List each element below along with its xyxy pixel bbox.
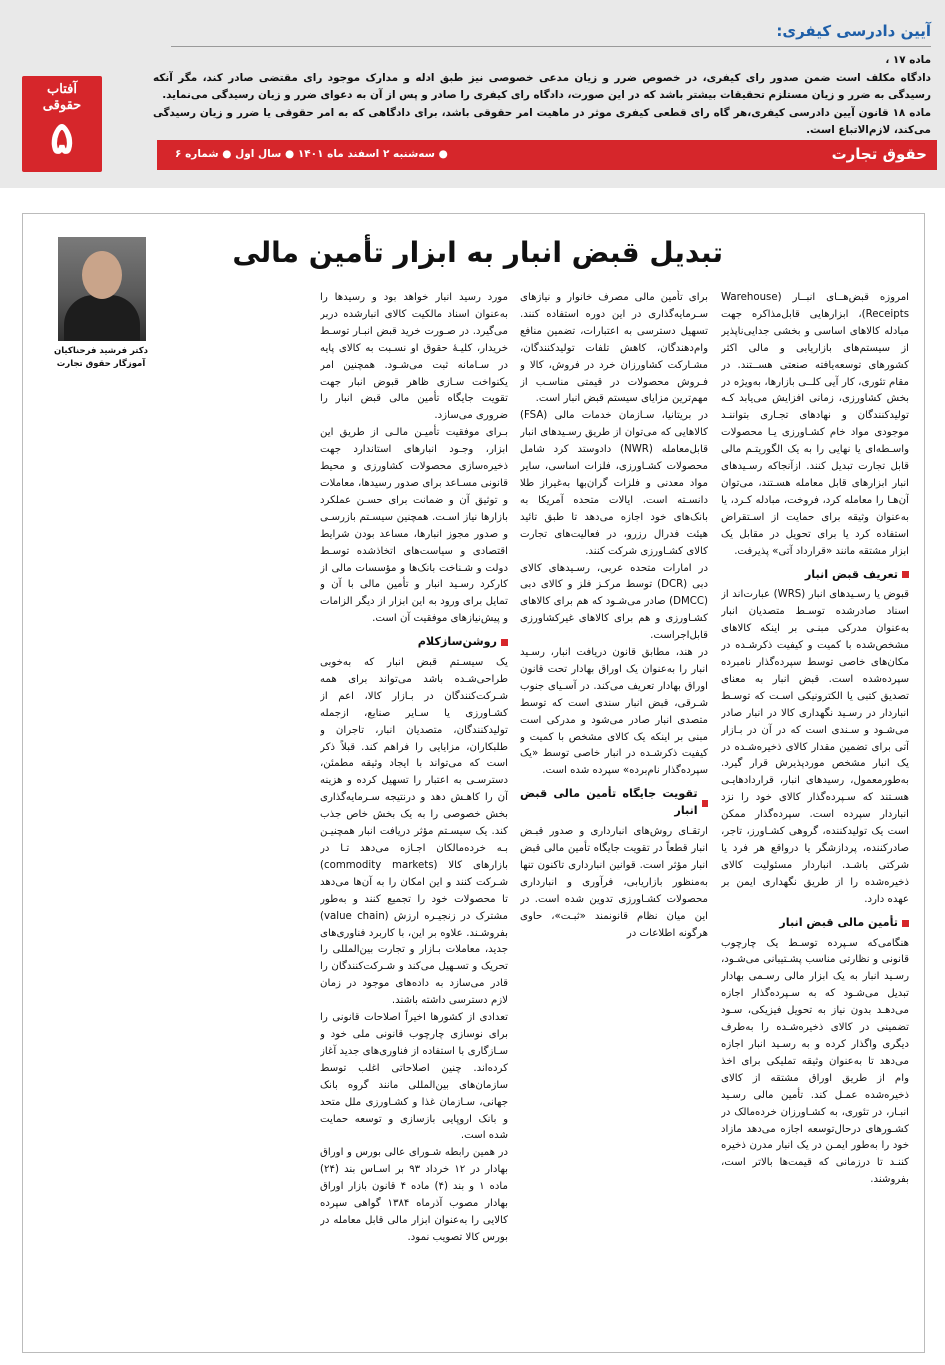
law-title: آیین دادرسی کیفری:: [776, 22, 931, 40]
subheading-text: روشن‌سازکلام: [417, 635, 497, 649]
author-caption: دکتر فرشید فرحناکیان آموزگار حقوق تجارت: [53, 346, 149, 369]
photo-head: [82, 251, 122, 299]
subheading: [721, 915, 909, 932]
article-column-1: [721, 290, 909, 1345]
subheading-text: تعریف قبض انبار: [804, 567, 898, 581]
divider: [171, 46, 931, 47]
newspaper-logo: [22, 76, 102, 172]
paragraph: قبوض یا رسـیدهای انبار (WRS) عبارت‌اند از اسناد صادرشده توسـط متصدیان انبار به‌عنوان مدرکی مبنـی بر اینکه کالاهای مشخص‌شده با کمیت و کیفیت ذکرشـده در مکان‌های خاصی توسط سپرده‌گذار نامبرده سپرده‌شده است. قبض انبار به معنای تصدیق کتبی یا الکترونیکی اسـت که توسـط انباردار در رسـید نگهداری کالا در انبار صادر می‌شـود و سـندی است که در آن در بـازار آتی برای تضمین مقدار کالای ذخیره‌شـده در یک انبار مشخص موردپذیرش قرار گیرد. به‌طورمعمول، رسیدهای انبار، قراردادهایـی هسـتند که سـپرده‌گذار کالای خود را نزد انباردار سپرده است. سپرده‌گذار ممکن است یک تولیدکننده، گروهی کشـاورز، تاجر، صادرکننده، پردازشگر یا درواقع هر فرد یا شرکتی باشـد. انباردار مسئولیت کالای ذخیره‌شده را از طریق نگهداری ایمن بر عهده دارد.: [721, 589, 909, 905]
article-column-2: [520, 290, 708, 1345]
subheading-text: تقویت جایگاه تأمین مالی قبض انبار: [520, 787, 698, 818]
photo-body: [64, 295, 140, 341]
author-photo: [58, 237, 146, 341]
bullet-marker: [902, 920, 909, 927]
paragraph: برای تأمین مالی مصرف خانوار و نیازهای سـرمایه‌گذاری در این دوره استفاده کنند. تسهیل دسترسی به اعتبارات، تضمین منافع وام‌دهندگان، کاهش تلفات تولیدکنندگان، مشـارکت کشاورزان خرد در فروش، کالا و فـروش محصولات در قیمتی مناسـب از مهم‌ترین مزایای سیستم قبض انبار است.: [520, 292, 708, 405]
issue-info: ● سه‌شنبه ۲ اسفند ماه ۱۴۰۱ ● سال اول ● شماره ۶: [175, 148, 448, 160]
section-bar: [157, 140, 937, 170]
law-paragraph: ماده ۱۸ قانون آیین دادرسی کیفری،هر گاه رای قطعی کیفری موثر در ماهیت امر حقوقی باشد، برای دادگاهی که به امر حقوقی یا ضرر و زیان رسیدگی می‌کند، لازم‌الاتباع است.: [153, 106, 931, 136]
bullet-marker: [501, 639, 508, 646]
subheading: [320, 634, 508, 651]
bullet-marker: [902, 571, 909, 578]
logo-text: آفتاب حقوقی: [42, 82, 82, 113]
paragraph: مورد رسید انبار خواهد بود و رسیدها را به‌عنوان اسناد مالکیت کالای انبارشده دربر می‌گیرد. در صـورت خرید قبض انبـار توسـط خریدار، کلیـۀ حقوق او نسـبت به کالای پایه در سـامانه ثبت می‌شـود. همچنین امر یکنواخت سـازی ظاهر قبوض انبار جهت تقویت جایگاه تأمین مالی قبض انبار را ضروری می‌سازد.: [320, 292, 508, 422]
paragraph: بـرای موفقیت تأمیـن مالـی از طریق این ابزار، وجـود انبارهای استاندارد جهت ذخیره‌سازی محصولات کشاورزی و محیط قانونی مسـاعد برای صدور رسیدها، معاملات و توثیق آن و ضمانت برای حسـن عملکرد بازارها نیاز اسـت. همچنین سیسـتم بازرسـی و صدور مجوز انبارها، مساعد بودن شرایط اقتصادی و سیاست‌های اتخاذشده توسـط دولت و شـناخت بانک‌ها و مؤسسات مالی از کارکرد رسـید انبار و تأمین مالی با آن و تمایل برای ورود به این ابزار از دیگر الزامات و پیش‌نیازهای موفقیت آن است.: [320, 427, 508, 625]
paragraph: ارتقـای روش‌های انبارداری و صدور قبـض انبار قطعاً در تقویت جایگاه تأمین مالی قبض انبار مؤثر است. قوانین انبارداری تاکنون تنها به‌منظور بازاریابی، فرآوری و انبارداری محصولات کشـاورزی تدوین شده است. در این میان نظام قانونمند «ثبـت»، حاوی هرگونه اطلاعات در: [520, 826, 708, 939]
paragraph: تعدادی از کشورها اخیراً اصلاحات قانونی را برای نوسازی چارچوب قانونی ملی خود و سـازگاری با استفاده از فناوری‌های جدید آغاز کرده‌اند. چنین اصلاحاتی اغلب توسط سازمان‌های بین‌المللی مانند گروه بانک جهانی، سـازمان غذا و کشـاورزی ملل متحد و بانک اروپایی بازسازی و توسعه حمایت شده است.: [320, 1012, 508, 1142]
paragraph: در امارات متحده عربی، رسـیدهای کالای دبی (DCR) توسط مرکـز فلز و کالای دبی (DMCC) صادر می‌شـود که هم برای کالاهای کشـاورزی و هم برای کالاهای غیرکشاورزی قابل‌اجراست.: [520, 562, 708, 642]
article-headline: تبدیل قبض انبار به ابزار تأمین مالی: [232, 236, 723, 269]
paragraph: در هند، مطابق قانون دریافت انبار، رسـید انبار را به‌عنوان یک اوراق بهادار تحت قانون اوراق بهادار تعریف می‌کند. در آسـیای جنوب شـرقی، قبض انبار سندی است که توسط متصدی انبار صادر می‌شود و مدرکی است مبنی بر اینکه یک کالای مشخص با کمیت و کیفیت ذکرشـده در انبار خاصی توسط «یک سپرده‌گذار نام‌برده» سپرده شده است.: [520, 647, 708, 777]
paragraph: در همین رابطه شـورای عالی بورس و اوراق بهادار در ۱۲ خرداد ۹۳ بر اسـاس بند (۲۴) ماده ۱ و بند (۴) ماده ۴ قانون بازار اوراق بهادار مصوب آذرماه ۱۳۸۴ گواهی سپرده کالایی را به‌عنوان ابزار مالی قابل معامله در بورس کالا تصویب نمود.: [320, 1147, 508, 1243]
section-name: حقوق تجارت: [831, 145, 927, 163]
subheading-text: تأمین مالی قبض انبار: [779, 915, 898, 929]
page-number: ۵: [50, 113, 74, 164]
bullet-marker: [702, 800, 708, 807]
paragraph: یک سیسـتم قبض انبار که به‌خوبی طراحی‌شـده باشد می‌تواند برای همه شـرکت‌کنندگان در بـازار کالا، اعم از کشـاورزی یا سـایر صنایع، ازجمله تولیدکنندگان، متصدیان انبار، تاجران و طلبکاران، مزایایی را فراهم کند. قبلاً ذکر است که می‌تواند با ایجاد وثیقه مطمئن، دسترسـی به اعتبار را تسهیل کرده و هزینه آن را کاهـش دهد و درنتیجه سـرمایه‌گذاری بخش خصوصی را به یک بخش خاص جذب کند. یک سیسـتم مؤثر دریافت انبار همچنیـن بـه خرده‌مالکان اجـازه می‌دهد تـا در بازارهای کالا (commodity markets) شـرکت کنند و این امکان را به آن‌ها می‌دهد تا محصولات خود را تجمیع کنند و به‌طور مشترک در زنجیـره ارزش (value chain) بفروشـند. علاوه بر این، با کاربرد فناوری‌های جدید، معاملات بـازار و تجارت بین‌المللی را تحریک و تسـهیل می‌کند و شـرکت‌کنندگان را قادر می‌سازد به داده‌های موجود در زمان لازم دسترسی داشته باشند.: [320, 657, 508, 1007]
subheading: [721, 567, 909, 584]
law-text: [153, 52, 931, 140]
paragraph: در بریتانیا، سـازمان خدمات مالی (FSA) کالاهایی که می‌توان از طریق رسـیدهای انبار قابل‌معامله (NWR) دادوستد کرد شامل محصولات کشـاورزی، فلزات اساسی، سایر مواد معدنی و فلزات گران‌بها به‌غیراز طلا دانسـته است. ایالات متحده آمریکا به بانک‌های خود اجازه می‌دهد تا طبق تائید هیئت فدرال رزرو، در فعالیت‌های تجارت کالای کشـاورزی شرکت کنند.: [520, 410, 708, 557]
law-paragraph: دادگاه مکلف است ضمن صدور رای کیفری، در خصوص ضرر و زیان مدعی خصوصی نیز طبق ادله و مدارک موجود رای مقتضی صادر کند، مگر آنکه رسیدگی به ضرر و زیان مستلزم تحقیقات بیشتر باشد که در این صورت، دادگاه رای کیفری را صادر و پس از آن به دعوای ضرر و زیان رسیدگی می‌نماید.: [153, 71, 931, 101]
article-column-3: [320, 290, 508, 1345]
paragraph: هنگامی‌که سـپرده توسـط یک چارچوب قانونی و نظارتی مناسب پشـتیبانی می‌شـود، رسـید انبار به یک ابزار مالی رسـمی بهادار تبدیل می‌شـود که به سـپرده‌گذار اجازه می‌دهـد بدون نیاز به تحویل فیزیکی، سـود تضمینی در کالای ذخیره‌شـده را به‌طرف دیگری واگذار کرده و به رسـید انبار اجازه می‌دهد تا به‌عنوان وثیقه تملیکی برای اخذ وام از طریق اوراق مشتقه از کالای ذخیره‌شده عمـل کند. تأمین مالی رسـید انبـار، در تئوری، به کشـاورزان خرده‌مالک در کشـورهای درحال‌توسعه اجازه می‌دهد مازاد خود را به‌طور ایمـن در یک انبار مدرن ذخیره کننـد تا درزمانی که قیمت‌ها بالاتر است، بفروشند.: [721, 937, 909, 1186]
law-paragraph: ماده ۱۷ ،: [885, 54, 931, 66]
paragraph: امروزه قبض‌هــای انبــار (Warehouse Receipts)، ابزارهایی قابل‌مذاکره جهت مبادله کالاهای اساسی و بخشی جدایی‌ناپذیر از سیستم‌های بازاریابی و مالی اکثر کشورهای توسعه‌یافته صنعتی هســتند. در مقام تئوری، کار آیی کلــی بازارها، به‌ویژه در بخش کشاورزی، زمانی افزایش می‌یابد کـه تولیدکنندگان و نهادهای تجـاری بتواننـد موجودی مواد خام کشـاورزی یـا محصولات واسـطه‌ای یا نهایی را به یک الگوریتـم مالی قابل تجارت تبدیل کنند. ازآنجاکه رسـیدهای انبار ابزارهای قابل معامله هسـتند، می‌توان آن‌هـا را معامله کرد، فروخت، مبادله کـرد، یا به‌عنوان وثیقه برای حمایت از اسـتقراض استفاده کرد یا برای تحویل در مقابل یک ابزار مشتقه مانند «قرارداد آتی» پذیرفت.: [721, 292, 909, 557]
subheading: [520, 786, 708, 820]
